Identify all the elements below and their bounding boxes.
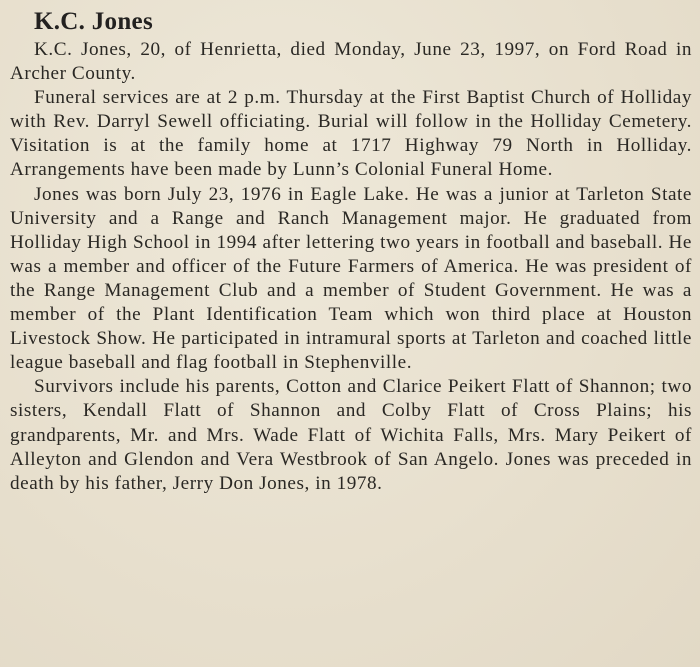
obituary-paragraph-services: Funeral services are at 2 p.m. Thursday at the First Baptist Church of Holliday with Rev. Darryl Sewell officiating. Burial will follow in the Holliday Cemetery. Visitation is at the family home at 1717 Highway 79 North in Holliday. Arrangements have been made by Lunn’s Colonial Funeral Home. — [10, 87, 692, 181]
obituary-paragraph-survivors: Survivors include his parents, Cotton and Clarice Peikert Flatt of Shannon; two sisters, Kendall Flatt of Shannon and Colby Flatt of Cross Plains; his grandparents, Mr. and Mrs. Wade Flatt of Wichita Falls, Mrs. Mary Peikert of Alleyton and Glendon and Vera Westbrook of San Angelo. Jones was preceded in death by his father, Jerry Don Jones, in 1978. — [10, 376, 692, 494]
obituary-paragraph-biography: Jones was born July 23, 1976 in Eagle Lake. He was a junior at Tarleton State University and a Range and Ranch Management major. He graduated from Holliday High School in 1994 after lettering two years in football and baseball. He was a member and officer of the Future Farmers of America. He was president of the Range Management Club and a member of Student Government. He was a member of the Plant Identification Team which won third place at Houston Livestock Show. He participated in intramural sports at Tarleton and coached little league baseball and flag football in Stephenville. — [10, 183, 692, 374]
obituary-headline: K.C. Jones — [34, 8, 153, 35]
obituary-paragraph-death-notice: K.C. Jones, 20, of Henrietta, died Monday, June 23, 1997, on Ford Road in Archer County. — [10, 39, 692, 85]
obituary-body — [10, 38, 692, 496]
